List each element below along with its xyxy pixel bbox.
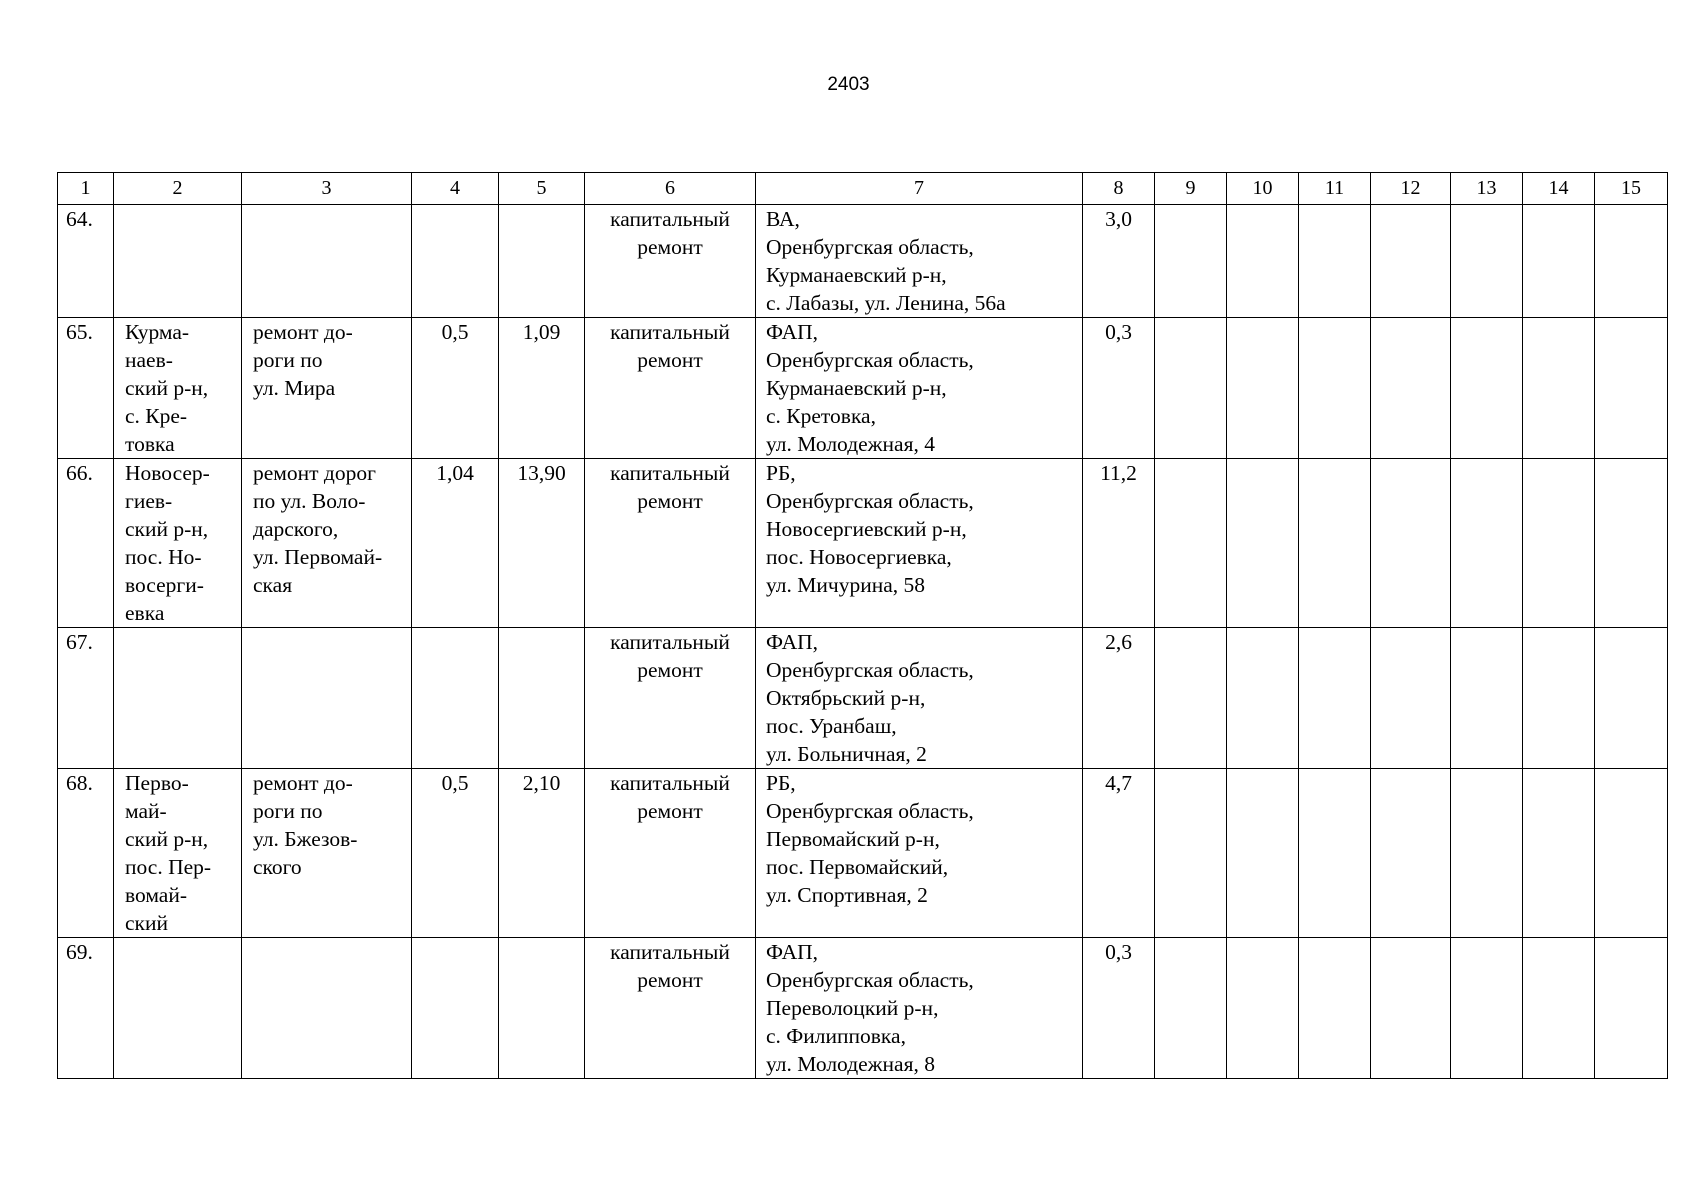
road-work-cell [242,205,412,318]
cost-cell: 2,10 [499,769,585,938]
empty-cell [1451,769,1523,938]
facility-cell: ФАП, Оренбургская область, Переволоцкий р-н, с. Филипповка, ул. Молодежная, 8 [756,938,1083,1079]
column-header: 7 [756,173,1083,205]
cost-cell: 13,90 [499,459,585,628]
district-cell [114,938,242,1079]
column-header: 2 [114,173,242,205]
repair-type-cell: капитальный ремонт [585,205,756,318]
cost-cell [499,205,585,318]
table-row [58,938,1668,1079]
empty-cell [1523,459,1595,628]
empty-cell [1595,318,1668,459]
facility-cell: ВА, Оренбургская область, Курманаевский р-н, с. Лабазы, ул. Ленина, 56а [756,205,1083,318]
empty-cell [1595,938,1668,1079]
column-header: 6 [585,173,756,205]
district-cell: Новосер- гиев- ский р-н, пос. Но- восерги- евка [114,459,242,628]
facility-cell: ФАП, Оренбургская область, Курманаевский р-н, с. Кретовка, ул. Молодежная, 4 [756,318,1083,459]
empty-cell [1227,628,1299,769]
length-cell [412,205,499,318]
cost-cell [499,938,585,1079]
empty-cell [1227,459,1299,628]
page-number: 2403 [827,74,870,95]
empty-cell [1155,205,1227,318]
row-number: 65. [58,318,114,459]
row-number: 66. [58,459,114,628]
length-cell: 0,5 [412,318,499,459]
repair-type-cell: капитальный ремонт [585,459,756,628]
empty-cell [1451,938,1523,1079]
empty-cell [1451,318,1523,459]
column-header: 8 [1083,173,1155,205]
empty-cell [1595,628,1668,769]
column-header: 3 [242,173,412,205]
empty-cell [1155,628,1227,769]
column-header: 14 [1523,173,1595,205]
column-header: 5 [499,173,585,205]
column-header: 12 [1371,173,1451,205]
empty-cell [1595,205,1668,318]
table-row [58,205,1668,318]
column-header: 15 [1595,173,1668,205]
row-number: 64. [58,205,114,318]
empty-cell [1523,628,1595,769]
empty-cell [1227,318,1299,459]
length-cell: 0,5 [412,769,499,938]
table-row [58,318,1668,459]
empty-cell [1523,318,1595,459]
empty-cell [1451,459,1523,628]
row-number: 69. [58,938,114,1079]
empty-cell [1371,628,1451,769]
length-cell [412,938,499,1079]
repair-type-cell: капитальный ремонт [585,318,756,459]
row-number: 68. [58,769,114,938]
empty-cell [1155,318,1227,459]
empty-cell [1523,769,1595,938]
table-header-row [58,173,1668,205]
repair-type-cell: капитальный ремонт [585,628,756,769]
empty-cell [1371,205,1451,318]
road-work-cell [242,938,412,1079]
facility-cell: РБ, Оренбургская область, Первомайский р-н, пос. Первомайский, ул. Спортивная, 2 [756,769,1083,938]
empty-cell [1451,628,1523,769]
facility-cell: ФАП, Оренбургская область, Октябрьский р-н, пос. Уранбаш, ул. Больничная, 2 [756,628,1083,769]
value-cell: 2,6 [1083,628,1155,769]
empty-cell [1371,459,1451,628]
empty-cell [1299,318,1371,459]
empty-cell [1227,769,1299,938]
empty-cell [1155,459,1227,628]
empty-cell [1523,938,1595,1079]
column-header: 11 [1299,173,1371,205]
value-cell: 0,3 [1083,938,1155,1079]
road-work-cell: ремонт дорог по ул. Воло- дарского, ул. Первомай- ская [242,459,412,628]
empty-cell [1299,205,1371,318]
cost-cell [499,628,585,769]
data-table [57,172,1668,1079]
cost-cell: 1,09 [499,318,585,459]
value-cell: 3,0 [1083,205,1155,318]
empty-cell [1299,628,1371,769]
district-cell: Перво- май- ский р-н, пос. Пер- вомай- ский [114,769,242,938]
value-cell: 0,3 [1083,318,1155,459]
repair-type-cell: капитальный ремонт [585,938,756,1079]
empty-cell [1451,205,1523,318]
column-header: 4 [412,173,499,205]
district-cell [114,628,242,769]
empty-cell [1595,769,1668,938]
empty-cell [1299,459,1371,628]
column-header: 10 [1227,173,1299,205]
road-work-cell: ремонт до- роги по ул. Бжезов- ского [242,769,412,938]
district-cell: Курма- наев- ский р-н, с. Кре- товка [114,318,242,459]
empty-cell [1227,938,1299,1079]
table-row [58,769,1668,938]
column-header: 9 [1155,173,1227,205]
length-cell [412,628,499,769]
empty-cell [1155,769,1227,938]
road-work-cell: ремонт до- роги по ул. Мира [242,318,412,459]
empty-cell [1299,769,1371,938]
district-cell [114,205,242,318]
empty-cell [1155,938,1227,1079]
facility-cell: РБ, Оренбургская область, Новосергиевский р-н, пос. Новосергиевка, ул. Мичурина, 58 [756,459,1083,628]
row-number: 67. [58,628,114,769]
table-row [58,459,1668,628]
empty-cell [1595,459,1668,628]
column-header: 13 [1451,173,1523,205]
empty-cell [1299,938,1371,1079]
column-header: 1 [58,173,114,205]
length-cell: 1,04 [412,459,499,628]
road-work-cell [242,628,412,769]
empty-cell [1227,205,1299,318]
repair-type-cell: капитальный ремонт [585,769,756,938]
empty-cell [1523,205,1595,318]
empty-cell [1371,769,1451,938]
empty-cell [1371,318,1451,459]
empty-cell [1371,938,1451,1079]
value-cell: 11,2 [1083,459,1155,628]
table-row [58,628,1668,769]
value-cell: 4,7 [1083,769,1155,938]
